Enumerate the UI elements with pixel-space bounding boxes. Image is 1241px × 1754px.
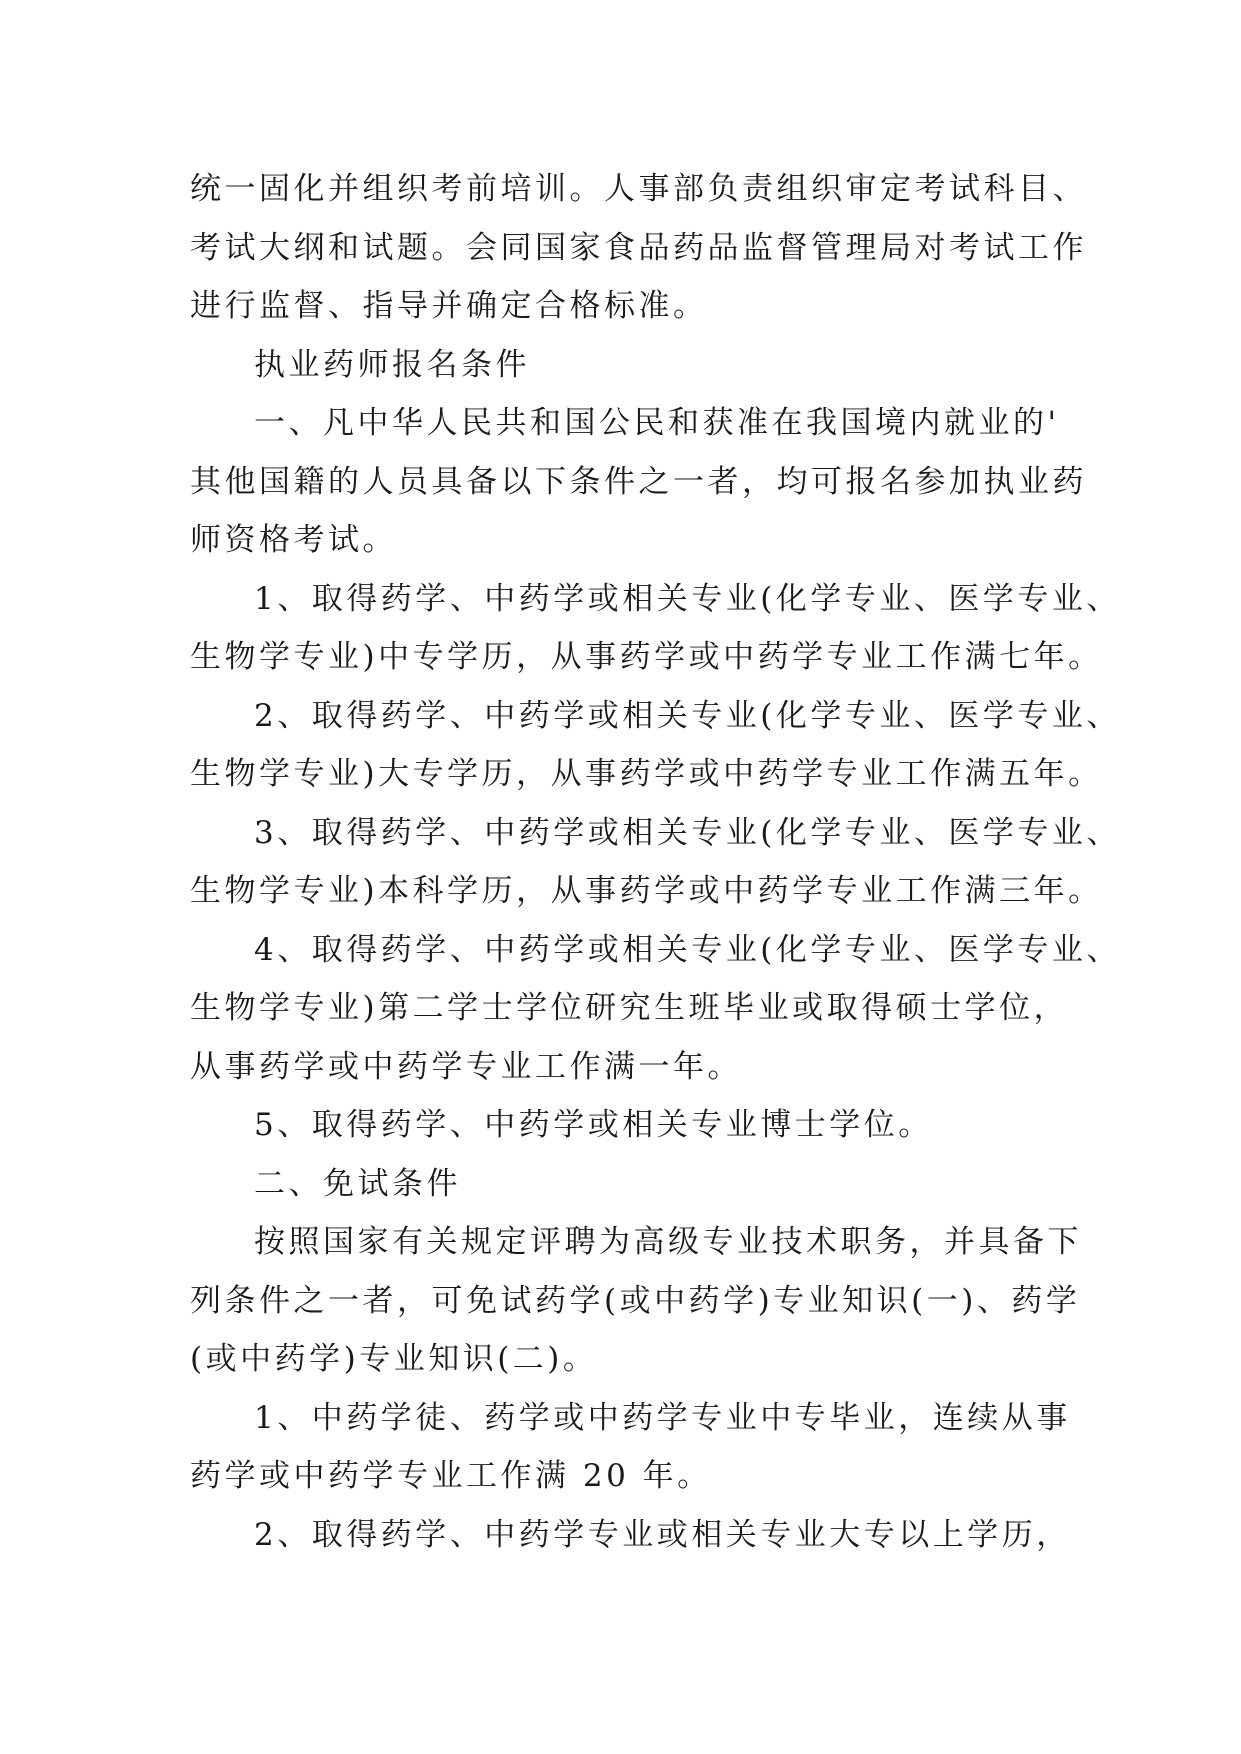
text-line: 生物学专业)大专学历，从事药学或中药学专业工作满五年。 (190, 756, 1103, 792)
text-line: 考试大纲和试题。会同国家食品药品监督管理局对考试工作 (190, 229, 1087, 266)
text-line: 生物学专业)第二学士学位研究生班毕业或取得硕士学位， (190, 990, 1069, 1026)
text-line: 1、中药学徒、药学或中药学专业中专毕业，连续从事 (254, 1399, 1071, 1436)
list-item-condition-1 (190, 570, 1121, 687)
text-line: 生物学专业)本科学历，从事药学或中药学专业工作满三年。 (190, 873, 1103, 909)
text-line: 按照国家有关规定评聘为高级专业技术职务，并具备下 (254, 1224, 1082, 1260)
text-line: 2、取得药学、中药学或相关专业(化学专业、医学专业、 (254, 697, 1121, 734)
text-line: (或中药学)专业知识(二)。 (190, 1341, 598, 1377)
text-line: 生物学专业)中专学历，从事药学或中药学专业工作满七年。 (190, 639, 1103, 675)
text-line: 列条件之一者，可免试药学(或中药学)专业知识(一)、药学 (190, 1282, 1081, 1319)
text-line: 3、取得药学、中药学或相关专业(化学专业、医学专业、 (254, 814, 1121, 851)
document-page (190, 160, 1121, 1564)
text-line: 2、取得药学、中药学专业或相关专业大专以上学历， (254, 1516, 1071, 1553)
list-item-condition-3 (190, 804, 1121, 921)
text-line: 统一固化并组织考前培训。人事部负责组织审定考试科目、 (190, 171, 1087, 207)
text-line: 4、取得药学、中药学或相关专业(化学专业、医学专业、 (254, 931, 1121, 968)
text-line: 一、凡中华人民共和国公民和获准在我国境内就业的' (254, 405, 1060, 441)
text-line: 其他国籍的人员具备以下条件之一者，均可报名参加执业药 (190, 463, 1087, 500)
paragraph-eligibility-intro (190, 394, 1087, 570)
paragraph-exam-organization (190, 160, 1087, 336)
text-line: 5、取得药学、中药学或相关专业博士学位。 (254, 1107, 933, 1143)
text-line: 从事药学或中药学专业工作满一年。 (190, 1048, 742, 1085)
text-line: 1、取得药学、中药学或相关专业(化学专业、医学专业、 (254, 580, 1121, 617)
list-item-exemption-1 (190, 1389, 1070, 1506)
list-item-exemption-2 (190, 1506, 1070, 1565)
text-line: 二、免试条件 (254, 1165, 461, 1202)
text-line: 进行监督、指导并确定合格标准。 (190, 288, 708, 324)
list-item-condition-2 (190, 687, 1121, 804)
text-line: 药学或中药学专业工作满 20 年。 (190, 1458, 712, 1494)
text-line: 师资格考试。 (190, 522, 397, 558)
list-item-condition-4 (190, 921, 1121, 1097)
section-heading-registration (190, 336, 1070, 395)
section-heading-exemption (190, 1155, 1070, 1214)
list-item-condition-5 (190, 1096, 1070, 1155)
text-line: 执业药师报名条件 (254, 346, 530, 383)
paragraph-exemption-intro (190, 1213, 1082, 1389)
